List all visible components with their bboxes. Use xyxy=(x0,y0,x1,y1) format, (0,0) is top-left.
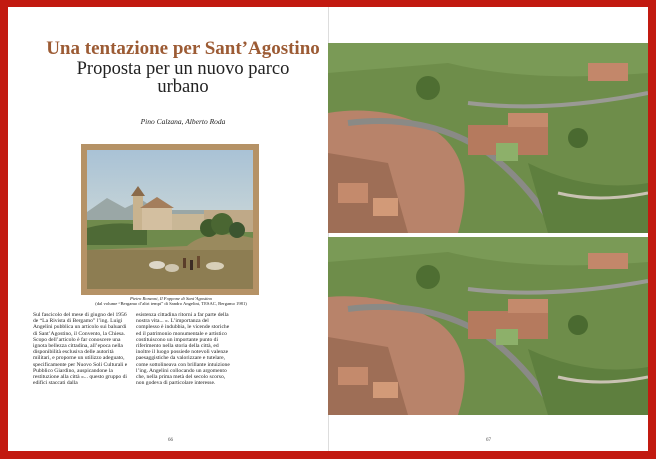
magazine-spread xyxy=(8,7,648,451)
page-number-right: 67 xyxy=(486,438,491,443)
article-title: Una tentazione per Sant’Agostino xyxy=(46,38,320,59)
article-subtitle: Proposta per un nuovo parco urbano xyxy=(76,59,290,97)
aerial-photo-top xyxy=(328,43,648,233)
page-number-left: 66 xyxy=(168,438,173,443)
aerial-photo-bottom xyxy=(328,237,648,415)
painting-image xyxy=(87,150,253,289)
figure-caption xyxy=(68,296,274,307)
article-authors: Pino Calzana, Alberto Roda xyxy=(140,117,226,126)
caption-line-1: Pietro Ronzoni, Il Foppone di Sant’Agostino xyxy=(130,296,212,301)
painting-frame xyxy=(81,144,259,295)
text-column-1: Sul fascicolo del mese di giugno del 1956 de “La Rivista di Bergamo” l’ing. Luigi Angelini pubblica un articolo sui baluardi di Sant’Agostino, il Convento, la Chiesa. Scopo dell’articolo è far conoscere una ignota bellezza cittadina, all’epoca nella disponibilità esclusiva delle autorità militari, e proporne un utilizzo adeguato, specificamente per Nuovo Soli Culturali e Pubblico Giardino, auspicandone la restituzione alla città «... questo gruppo di edifici staccati dalla xyxy=(33,312,128,387)
caption-line-2: (dal volume “Bergamo d’altri tempi” di Sandro Angelini, TESAC, Bergamo 1981) xyxy=(95,301,247,307)
text-column-2: esistenza cittadina ritorni a far parte della nostra vita... ». L’importanza del complesso è indubbia, le vicende storiche ed il patrimonio monumentale e artistico costituiscono un importante punto di riferimento nella storia della città, ed inoltre il luogo possiede notevoli valenze paesaggistiche da valorizzare e tutelare, come sottolineava con brillante intuizione l’ing. Angelini collocando un argomento che, nella prima metà del secolo scorso, non godeva di particolare interesse. xyxy=(136,312,230,387)
